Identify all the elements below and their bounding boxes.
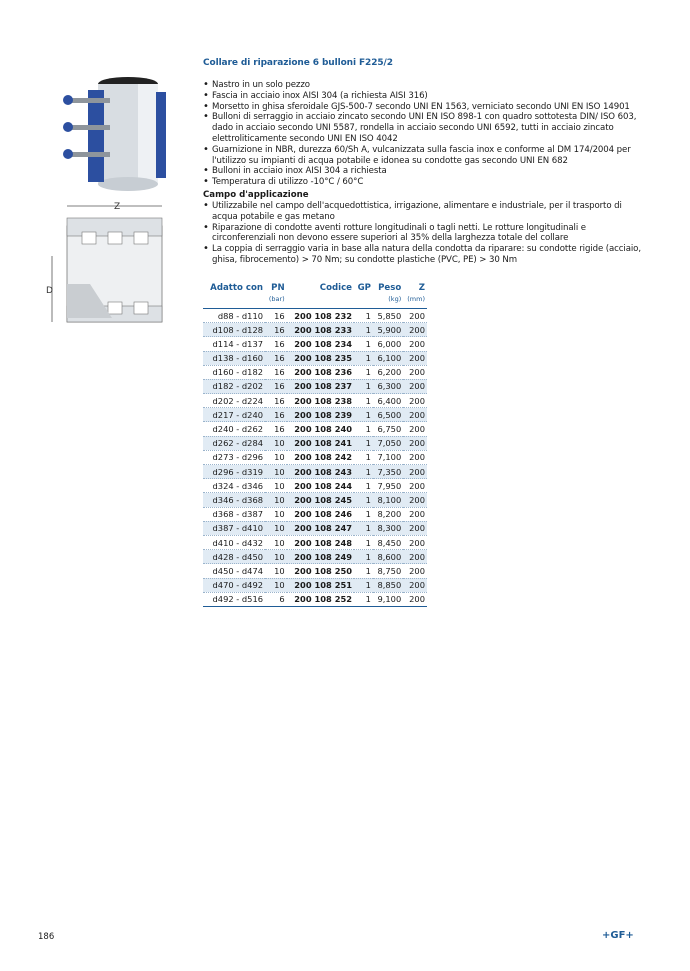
- cell-codice: 200 108 239: [287, 408, 354, 422]
- cell-pn: 10: [265, 550, 287, 564]
- cell-gp: 1: [354, 351, 373, 365]
- cell-pn: 6: [265, 592, 287, 606]
- cell-gp: 1: [354, 479, 373, 493]
- cell-gp: 1: [354, 436, 373, 450]
- table-header-row: [203, 282, 427, 293]
- cell-gp: 1: [354, 394, 373, 408]
- table-row: [203, 337, 427, 351]
- cell-adatto: d470 - d492: [203, 578, 265, 592]
- cell-adatto: d240 - d262: [203, 422, 265, 436]
- cell-z: 200: [403, 323, 427, 337]
- cell-adatto: d108 - d128: [203, 323, 265, 337]
- cell-z: 200: [403, 578, 427, 592]
- cell-z: 200: [403, 337, 427, 351]
- table-row: [203, 592, 427, 606]
- cell-peso: 7,350: [373, 465, 403, 479]
- cell-codice: 200 108 244: [287, 479, 354, 493]
- table-row: [203, 535, 427, 549]
- cell-peso: 7,950: [373, 479, 403, 493]
- header-codice: Codice: [319, 282, 353, 293]
- feature-item: • Bulloni di serraggio in acciaio zincato secondo UNI EN ISO 898-1 con quadro sottotesta DIN/ ISO 603, dado in acciaio secondo UNI 5587, rondella in acciaio secondo UNI 6592, tutti in acciaio zincato elettroliticamente secondo UNI EN ISO 4042: [203, 112, 643, 144]
- cell-peso: 8,750: [373, 564, 403, 578]
- product-figures: [40, 60, 190, 340]
- gf-logo: +GF+: [602, 930, 634, 941]
- header-pn: PN: [271, 282, 285, 293]
- cell-peso: 5,850: [373, 308, 403, 322]
- product-title: Collare di riparazione 6 bulloni F225/2: [203, 58, 393, 68]
- cell-peso: 8,450: [373, 535, 403, 549]
- cell-adatto: d160 - d182: [203, 365, 265, 379]
- dimension-z-label: Z: [114, 202, 121, 212]
- cell-peso: 6,000: [373, 337, 403, 351]
- cell-z: 200: [403, 564, 427, 578]
- feature-item: • Temperatura di utilizzo -10°C / 60°C: [203, 177, 643, 188]
- cell-peso: 6,300: [373, 379, 403, 393]
- cell-pn: 10: [265, 507, 287, 521]
- feature-item: • Fascia in acciaio inox AISI 304 (a richiesta AISI 316): [203, 91, 643, 102]
- cell-gp: 1: [354, 308, 373, 322]
- cell-z: 200: [403, 450, 427, 464]
- cell-codice: 200 108 246: [287, 507, 354, 521]
- cell-codice: 200 108 235: [287, 351, 354, 365]
- header-z: Z: [418, 282, 425, 293]
- cell-codice: 200 108 237: [287, 379, 354, 393]
- cell-pn: 10: [265, 493, 287, 507]
- cell-pn: 10: [265, 479, 287, 493]
- page-number: 186: [38, 932, 55, 942]
- feature-item: • Guarnizione in NBR, durezza 60/Sh A, vulcanizzata sulla fascia inox e conforme al DM 174/2004 per l'utilizzo su impianti di acqua potabile e idonea su condotte gas secondo UNI EN 682: [203, 145, 643, 167]
- cell-z: 200: [403, 550, 427, 564]
- unit-gp: [354, 293, 373, 309]
- table-units-row: [203, 293, 427, 309]
- cell-adatto: d114 - d137: [203, 337, 265, 351]
- table-row: [203, 365, 427, 379]
- cell-z: 200: [403, 507, 427, 521]
- cell-codice: 200 108 232: [287, 308, 354, 322]
- cell-z: 200: [403, 493, 427, 507]
- cell-codice: 200 108 236: [287, 365, 354, 379]
- cell-z: 200: [403, 436, 427, 450]
- cell-peso: 6,400: [373, 394, 403, 408]
- cell-adatto: d202 - d224: [203, 394, 265, 408]
- table-row: [203, 394, 427, 408]
- feature-item: • Nastro in un solo pezzo: [203, 80, 643, 91]
- cell-adatto: d262 - d284: [203, 436, 265, 450]
- cell-pn: 16: [265, 408, 287, 422]
- cell-gp: 1: [354, 550, 373, 564]
- cell-gp: 1: [354, 521, 373, 535]
- cell-pn: 10: [265, 521, 287, 535]
- cell-peso: 8,100: [373, 493, 403, 507]
- cell-codice: 200 108 234: [287, 337, 354, 351]
- cell-peso: 6,200: [373, 365, 403, 379]
- cell-codice: 200 108 252: [287, 592, 354, 606]
- cell-codice: 200 108 240: [287, 422, 354, 436]
- cell-pn: 16: [265, 323, 287, 337]
- cell-pn: 16: [265, 379, 287, 393]
- cell-z: 200: [403, 351, 427, 365]
- cell-z: 200: [403, 365, 427, 379]
- table-row: [203, 479, 427, 493]
- feature-list: [203, 80, 643, 188]
- cell-gp: 1: [354, 592, 373, 606]
- header-peso: Peso: [378, 282, 402, 293]
- cell-peso: 9,100: [373, 592, 403, 606]
- product-content: [203, 58, 643, 607]
- cell-pn: 16: [265, 422, 287, 436]
- cell-adatto: d324 - d346: [203, 479, 265, 493]
- table-row: [203, 521, 427, 535]
- application-title: Campo d'applicazione: [203, 189, 309, 200]
- table-row: [203, 450, 427, 464]
- product-photo: [48, 70, 188, 195]
- cell-peso: 8,200: [373, 507, 403, 521]
- cell-codice: 200 108 251: [287, 578, 354, 592]
- cell-gp: 1: [354, 507, 373, 521]
- cell-gp: 1: [354, 564, 373, 578]
- cell-adatto: d273 - d296: [203, 450, 265, 464]
- cell-gp: 1: [354, 422, 373, 436]
- cell-codice: 200 108 243: [287, 465, 354, 479]
- cell-codice: 200 108 242: [287, 450, 354, 464]
- cell-z: 200: [403, 394, 427, 408]
- cell-pn: 10: [265, 564, 287, 578]
- cell-codice: 200 108 250: [287, 564, 354, 578]
- cell-gp: 1: [354, 337, 373, 351]
- cell-codice: 200 108 238: [287, 394, 354, 408]
- cell-gp: 1: [354, 465, 373, 479]
- technical-drawing: [40, 198, 190, 338]
- cell-peso: 7,100: [373, 450, 403, 464]
- cell-adatto: d387 - d410: [203, 521, 265, 535]
- cell-pn: 16: [265, 337, 287, 351]
- cell-z: 200: [403, 521, 427, 535]
- cell-peso: 6,750: [373, 422, 403, 436]
- application-list: [203, 201, 643, 266]
- cell-z: 200: [403, 408, 427, 422]
- unit-z: (mm): [403, 293, 427, 309]
- cell-gp: 1: [354, 578, 373, 592]
- cell-peso: 8,300: [373, 521, 403, 535]
- cell-codice: 200 108 241: [287, 436, 354, 450]
- header-gp: GP: [357, 282, 371, 293]
- cell-adatto: d296 - d319: [203, 465, 265, 479]
- cell-adatto: d346 - d368: [203, 493, 265, 507]
- table-row: [203, 550, 427, 564]
- cell-codice: 200 108 248: [287, 535, 354, 549]
- cell-z: 200: [403, 465, 427, 479]
- unit-pn: (bar): [265, 293, 287, 309]
- header-adatto: Adatto con: [210, 282, 264, 293]
- cell-pn: 16: [265, 365, 287, 379]
- unit-peso: (kg): [373, 293, 403, 309]
- feature-item: • Bulloni in acciaio inox AISI 304 a richiesta: [203, 166, 643, 177]
- cell-pn: 10: [265, 578, 287, 592]
- table-row: [203, 422, 427, 436]
- cell-peso: 6,100: [373, 351, 403, 365]
- cell-gp: 1: [354, 379, 373, 393]
- cell-z: 200: [403, 479, 427, 493]
- product-spec-table: [203, 282, 427, 607]
- unit-codice: [287, 293, 354, 309]
- cell-adatto: d410 - d432: [203, 535, 265, 549]
- cell-z: 200: [403, 422, 427, 436]
- cell-codice: 200 108 233: [287, 323, 354, 337]
- cell-adatto: d428 - d450: [203, 550, 265, 564]
- cell-pn: 10: [265, 436, 287, 450]
- cell-adatto: d450 - d474: [203, 564, 265, 578]
- cell-adatto: d217 - d240: [203, 408, 265, 422]
- cell-gp: 1: [354, 535, 373, 549]
- cell-gp: 1: [354, 493, 373, 507]
- table-row: [203, 379, 427, 393]
- cell-codice: 200 108 249: [287, 550, 354, 564]
- table-row: [203, 308, 427, 322]
- cell-gp: 1: [354, 450, 373, 464]
- cell-z: 200: [403, 379, 427, 393]
- cell-peso: 7,050: [373, 436, 403, 450]
- table-row: [203, 465, 427, 479]
- table-row: [203, 564, 427, 578]
- table-body: [203, 308, 427, 606]
- table-row: [203, 323, 427, 337]
- table-row: [203, 408, 427, 422]
- unit-adatto: [203, 293, 265, 309]
- table-row: [203, 493, 427, 507]
- application-item: • Utilizzabile nel campo dell'acquedottistica, irrigazione, alimentare e industriale, per il trasporto di acqua potabile e gas metano: [203, 201, 643, 223]
- cell-pn: 10: [265, 465, 287, 479]
- cell-gp: 1: [354, 365, 373, 379]
- feature-item: • Morsetto in ghisa sferoidale GJS-500-7 secondo UNI EN 1563, verniciato secondo UNI EN ISO 14901: [203, 102, 643, 113]
- cell-codice: 200 108 245: [287, 493, 354, 507]
- cell-adatto: d138 - d160: [203, 351, 265, 365]
- table-row: [203, 578, 427, 592]
- cell-adatto: d182 - d202: [203, 379, 265, 393]
- cell-peso: 6,500: [373, 408, 403, 422]
- cell-peso: 8,850: [373, 578, 403, 592]
- cell-pn: 10: [265, 535, 287, 549]
- cell-codice: 200 108 247: [287, 521, 354, 535]
- cell-z: 200: [403, 535, 427, 549]
- cell-pn: 16: [265, 394, 287, 408]
- cell-peso: 8,600: [373, 550, 403, 564]
- cell-gp: 1: [354, 323, 373, 337]
- cell-peso: 5,900: [373, 323, 403, 337]
- cell-pn: 16: [265, 308, 287, 322]
- table-row: [203, 436, 427, 450]
- cell-pn: 10: [265, 450, 287, 464]
- cell-adatto: d88 - d110: [203, 308, 265, 322]
- cell-gp: 1: [354, 408, 373, 422]
- cell-z: 200: [403, 592, 427, 606]
- application-item: • La coppia di serraggio varia in base alla natura della condotta da riparare: su condotte rigide (acciaio, ghisa, fibrocemento) > 70 Nm; su condotte plastiche (PVC, PE) > 30 Nm: [203, 244, 643, 266]
- cell-adatto: d368 - d387: [203, 507, 265, 521]
- table-row: [203, 507, 427, 521]
- cell-pn: 16: [265, 351, 287, 365]
- table-row: [203, 351, 427, 365]
- application-item: • Riparazione di condotte aventi rotture longitudinali o tagli netti. Le rotture longitudinali e circonferenziali non devono essere superiori al 35% della larghezza totale del collare: [203, 223, 643, 245]
- cell-z: 200: [403, 308, 427, 322]
- dimension-d-label: D: [46, 286, 53, 296]
- cell-adatto: d492 - d516: [203, 592, 265, 606]
